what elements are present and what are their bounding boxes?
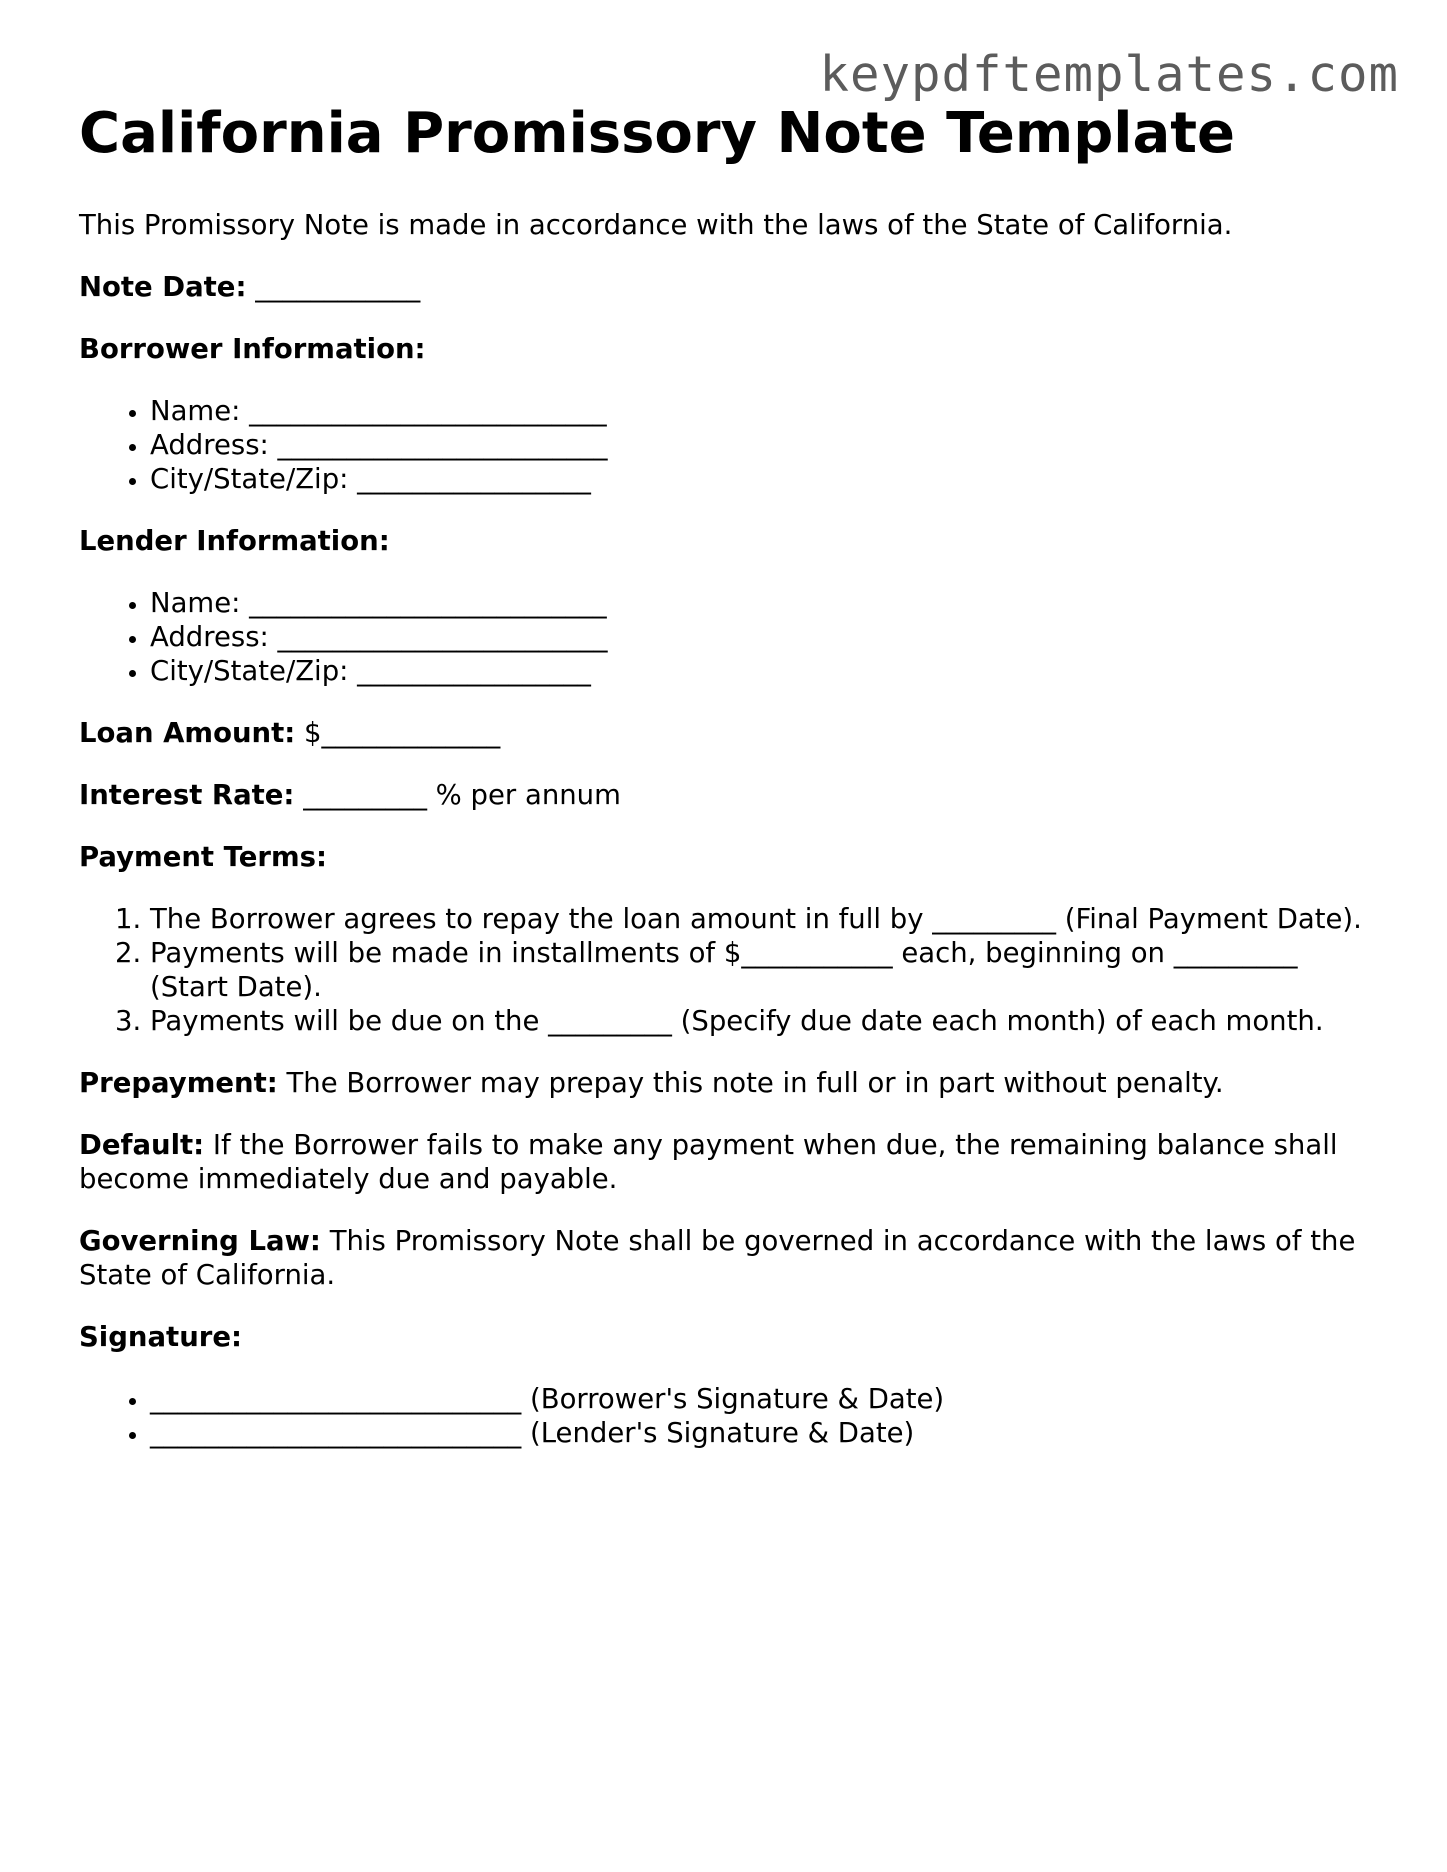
default-text: If the Borrower fails to make any payment when due, the remaining balance shall become immediately due and payable. (79, 1129, 1338, 1195)
note-date-blank: ____________ (255, 271, 421, 303)
payment-terms-heading-text: Payment Terms: (79, 841, 327, 873)
borrower-signature-item: • ___________________________ (Borrower's Signature & Date) (150, 1382, 1369, 1416)
lender-city-item: • City/State/Zip: _________________ (150, 654, 1369, 688)
signature-heading-text: Signature: (79, 1321, 242, 1353)
loan-amount-label: Loan Amount: (79, 717, 296, 749)
payment-term-item: 2. Payments will be made in installments of $___________ each, beginning on _________ (Start Date). (150, 936, 1369, 1004)
borrower-list (79, 394, 1369, 496)
borrower-heading (79, 332, 1369, 366)
borrower-city-item: • City/State/Zip: _________________ (150, 462, 1369, 496)
note-date-line (79, 270, 1369, 304)
signature-heading (79, 1320, 1369, 1354)
prepayment-label: Prepayment: (79, 1067, 278, 1099)
intro-paragraph: This Promissory Note is made in accordance with the laws of the State of California. (79, 209, 1233, 241)
loan-amount-line (79, 716, 1369, 750)
payment-term-item: 3. Payments will be due on the _________ (Specify due date each month) of each month. (150, 1004, 1369, 1038)
document-body (79, 208, 1369, 1478)
borrower-name-item: • Name: __________________________ (150, 394, 1369, 428)
lender-heading-text: Lender Information: (79, 525, 390, 557)
lender-heading (79, 524, 1369, 558)
interest-rate-blank: _________ % per annum (303, 779, 621, 811)
payment-term-item: 1. The Borrower agrees to repay the loan amount in full by _________ (Final Payment Date). (150, 902, 1369, 936)
interest-rate-label: Interest Rate: (79, 779, 295, 811)
prepayment-text: The Borrower may prepay this note in full or in part without penalty. (286, 1067, 1224, 1099)
governing-law-label: Governing Law: (79, 1225, 321, 1257)
lender-list (79, 586, 1369, 688)
governing-law-text: This Promissory Note shall be governed in accordance with the laws of the State of California. (79, 1225, 1356, 1291)
watermark: keypdftemplates.com (819, 46, 1399, 103)
borrower-heading-text: Borrower Information: (79, 333, 426, 365)
payment-terms-list (79, 902, 1369, 1038)
default-paragraph (79, 1128, 1369, 1196)
borrower-address-item: • Address: ________________________ (150, 428, 1369, 462)
governing-law-paragraph (79, 1224, 1369, 1292)
document-title: California Promissory Note Template (79, 101, 1236, 166)
note-date-label: Note Date: (79, 271, 247, 303)
prepayment-paragraph (79, 1066, 1369, 1100)
loan-amount-blank: $_____________ (304, 717, 501, 749)
payment-terms-heading (79, 840, 1369, 874)
lender-name-item: • Name: __________________________ (150, 586, 1369, 620)
lender-address-item: • Address: ________________________ (150, 620, 1369, 654)
lender-signature-item: • ___________________________ (Lender's Signature & Date) (150, 1416, 1369, 1450)
interest-rate-line (79, 778, 1369, 812)
signature-list (79, 1382, 1369, 1450)
default-label: Default: (79, 1129, 205, 1161)
